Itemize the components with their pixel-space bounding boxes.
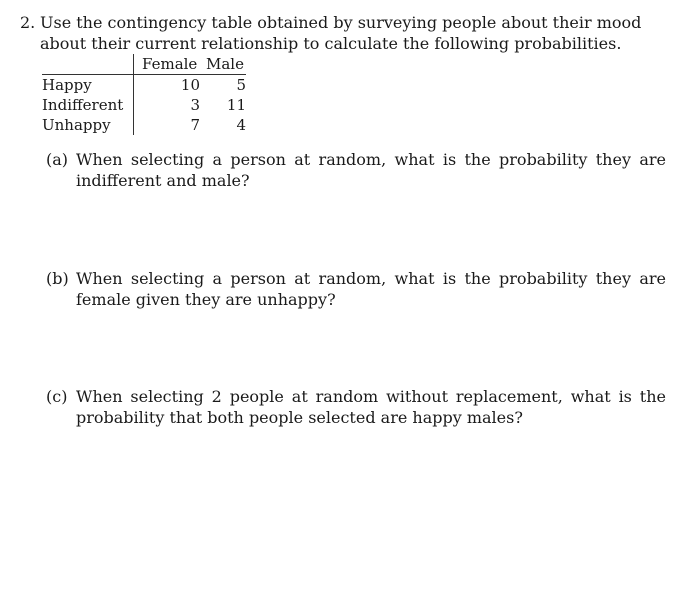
table-corner: [42, 54, 134, 75]
header-male: Male: [200, 54, 246, 75]
cell-indifferent-female: 3: [190, 96, 200, 114]
row-label-happy: Happy: [42, 75, 134, 96]
subquestion-text: When selecting 2 people at random without replacement, what is the probability that both people selected are happy males?: [76, 387, 666, 427]
contingency-table: [42, 54, 246, 135]
table-row: [42, 95, 246, 115]
subquestion-label: (c): [46, 387, 68, 406]
table-row: [42, 75, 246, 96]
subquestion-b: [46, 268, 666, 310]
subquestion-a: [46, 149, 666, 191]
row-label-unhappy: Unhappy: [42, 115, 134, 135]
header-female: Female: [134, 54, 201, 75]
subquestion-label: (a): [46, 150, 69, 169]
problem-text: Use the contingency table obtained by surveying people about their mood about their current relationship to calculate the following probabilities.: [40, 13, 642, 53]
subquestion-c: [46, 386, 666, 428]
problem-statement: [20, 12, 665, 54]
cell-unhappy-male: 4: [236, 116, 246, 134]
cell-happy-male: 5: [236, 76, 246, 94]
table-row: [42, 115, 246, 135]
table-header-row: [42, 54, 246, 75]
problem-number: 2.: [20, 13, 36, 32]
cell-happy-female: 10: [180, 76, 200, 94]
subquestion-text: When selecting a person at random, what is the probability they are indifferent and male?: [76, 150, 666, 190]
cell-unhappy-female: 7: [190, 116, 200, 134]
row-label-indifferent: Indifferent: [42, 95, 134, 115]
subquestion-text: When selecting a person at random, what is the probability they are female given they are unhappy?: [76, 269, 666, 309]
subquestion-label: (b): [46, 269, 69, 288]
cell-indifferent-male: 11: [226, 96, 246, 114]
